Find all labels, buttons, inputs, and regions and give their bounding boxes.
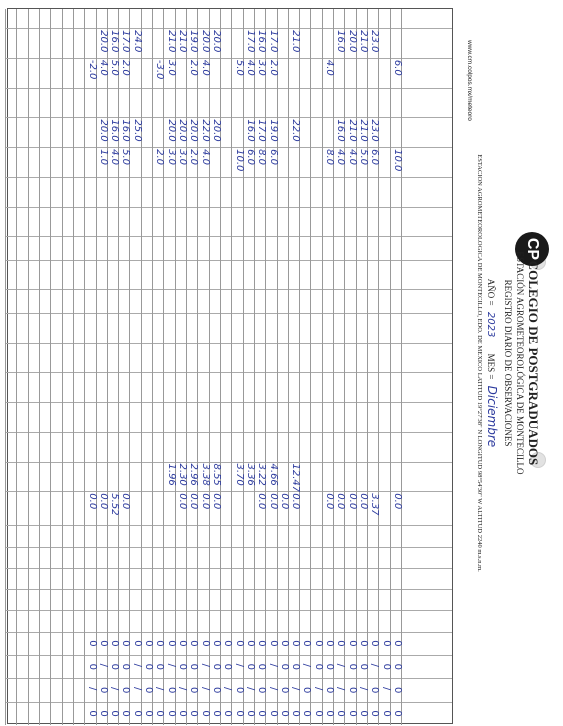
phenomenon-zero-mark: 0: [256, 686, 268, 694]
handwritten-abr-min: 1.0: [97, 149, 109, 165]
phenomenon-slash-mark: /: [358, 686, 370, 691]
phenomenon-zero-mark: 0: [244, 640, 256, 647]
location-line: ESTACION AGROMETEOROLOGICA DE MONTECILLO, EDO. DE MEXICO LATITUD 19°27'38" N LONGITUD 98°54'30" W ALTITUD 2240 m.s.n.m.: [476, 154, 483, 572]
grid-row-line: [254, 9, 255, 725]
phenomenon-zero-mark: 0: [143, 710, 155, 717]
phenomenon-zero-mark: 0: [278, 640, 290, 647]
phenomenon-zero-mark: 0: [165, 710, 177, 717]
handwritten-sol-min: 2.0: [267, 59, 279, 76]
handwritten-sol-max: 16.0: [335, 30, 347, 53]
handwritten-sol-max: 21.0: [358, 30, 370, 53]
grid-row-line: [288, 9, 289, 725]
phenomenon-zero-mark: 0: [233, 686, 245, 694]
phenomenon-zero-mark: 0: [233, 710, 245, 717]
handwritten-sol-min: 3.0: [165, 59, 177, 76]
handwritten-sol-min: 6.0: [392, 59, 403, 76]
phenomenon-zero-mark: 0: [346, 686, 358, 694]
phenomenon-zero-mark: 0: [301, 710, 313, 717]
handwritten-abr-max: 21.0: [346, 119, 358, 142]
grid-row-line: [333, 9, 334, 725]
handwritten-sol-min: 2.0: [188, 59, 200, 76]
phenomenon-zero-mark: 0: [199, 710, 211, 717]
handwritten-abr-max: 16.0: [244, 119, 256, 142]
phenomenon-zero-mark: 0: [278, 663, 290, 670]
phenomenon-zero-mark: 0: [290, 663, 302, 670]
phenomenon-zero-mark: 0: [210, 686, 222, 694]
handwritten-lluv: 3.37: [369, 493, 381, 516]
grid-row-line: [220, 9, 221, 725]
register-title: REGISTRO DIARIO DE OBSERVACIONES: [503, 279, 513, 447]
phenomenon-slash-mark: /: [335, 663, 347, 667]
phenomenon-zero-mark: 0: [188, 710, 200, 717]
station-title: ESTACIÓN AGROMETEOROLÓGICA DE MONTECILLO: [515, 251, 525, 475]
phenomenon-zero-mark: 0: [222, 663, 234, 670]
phenomenon-zero-mark: 0: [120, 710, 132, 717]
cp-logo: CP: [515, 232, 549, 266]
phenomenon-zero-mark: 0: [290, 710, 302, 717]
handwritten-sol-max: 21.0: [165, 30, 177, 53]
phenomenon-zero-mark: 0: [109, 640, 121, 647]
handwritten-sol-max: 21.0: [177, 30, 189, 53]
phenomenon-slash-mark: /: [267, 686, 279, 691]
phenomenon-zero-mark: 0: [131, 710, 143, 717]
handwritten-lluv: 0.0: [256, 493, 268, 510]
phenomenon-zero-mark: 0: [335, 640, 347, 647]
handwritten-abr-min: 6.0: [369, 149, 381, 165]
handwritten-abr-min: 10.0: [233, 149, 245, 172]
phenomenon-zero-mark: 0: [143, 663, 155, 670]
website: www.cm.colpos.mx/meteoro: [466, 40, 473, 121]
phenomenon-slash-mark: /: [131, 686, 143, 691]
year-label: AÑO =: [486, 278, 496, 306]
phenomenon-zero-mark: 0: [256, 640, 268, 647]
phenomenon-zero-mark: 0: [346, 710, 358, 717]
phenomenon-slash-mark: /: [244, 686, 256, 691]
handwritten-sol-max: 23.0: [369, 30, 381, 53]
handwritten-sol-min: -2.0: [86, 59, 98, 80]
grid-row-line: [197, 9, 198, 725]
handwritten-sol-max: 17.0: [120, 30, 132, 53]
phenomenon-zero-mark: 0: [97, 686, 109, 694]
phenomenon-zero-mark: 0: [392, 686, 403, 694]
handwritten-sol-max: 20.0: [346, 30, 358, 53]
handwritten-abr-min: 3.0: [165, 149, 177, 165]
phenomenon-zero-mark: 0: [256, 710, 268, 717]
handwritten-abr-min: 5.0: [120, 149, 132, 165]
phenomenon-zero-mark: 0: [97, 710, 109, 717]
grid-row-line: [152, 9, 153, 725]
handwritten-evap: 3.22: [256, 463, 268, 486]
phenomenon-zero-mark: 0: [380, 710, 392, 717]
grid-row-line: [265, 9, 266, 725]
phenomenon-zero-mark: 0: [324, 640, 336, 647]
phenomenon-zero-mark: 0: [165, 640, 177, 647]
handwritten-sol-max: 16.0: [256, 30, 268, 53]
phenomenon-zero-mark: 0: [222, 640, 234, 647]
year-line: [485, 0, 499, 726]
phenomenon-zero-mark: 0: [312, 710, 324, 717]
phenomenon-zero-mark: 0: [188, 663, 200, 670]
phenomenon-slash-mark: /: [109, 686, 121, 691]
grid-row-line: [311, 9, 312, 725]
phenomenon-slash-mark: /: [154, 686, 166, 691]
phenomenon-zero-mark: 0: [244, 710, 256, 717]
handwritten-abr-min: 8.0: [324, 149, 336, 165]
phenomenon-slash-mark: /: [380, 686, 392, 691]
handwritten-evap: 3.70: [233, 463, 245, 486]
year-value: 2023: [485, 311, 496, 338]
grid-row-line: [28, 9, 29, 725]
grid-row-line: [175, 9, 176, 725]
phenomenon-zero-mark: 0: [380, 640, 392, 647]
handwritten-abr-max: 20.0: [97, 119, 109, 142]
handwritten-lluv: 0.0: [392, 493, 403, 510]
handwritten-lluv: 0.0: [97, 493, 109, 510]
phenomenon-zero-mark: 0: [312, 663, 324, 670]
phenomenon-zero-mark: 0: [346, 640, 358, 647]
handwritten-sol-max: 20.0: [97, 30, 109, 53]
phenomenon-zero-mark: 0: [358, 640, 370, 647]
grid-row-line: [163, 9, 164, 725]
grid-row-line: [390, 9, 391, 725]
phenomenon-zero-mark: 0: [199, 640, 211, 647]
handwritten-sol-max: 24.0: [131, 30, 143, 53]
phenomenon-zero-mark: 0: [154, 663, 166, 670]
phenomenon-zero-mark: 0: [312, 640, 324, 647]
phenomenon-zero-mark: 0: [335, 710, 347, 717]
handwritten-abr-max: 16.0: [335, 119, 347, 142]
phenomenon-zero-mark: 0: [97, 640, 109, 647]
grid-row-line: [84, 9, 85, 725]
grid-row-line: [243, 9, 244, 725]
phenomenon-zero-mark: 0: [109, 663, 121, 670]
phenomenon-zero-mark: 0: [233, 640, 245, 647]
handwritten-sol-max: 19.0: [188, 30, 200, 53]
handwritten-abr-min: 4.0: [199, 149, 211, 165]
handwritten-abr-max: 17.0: [256, 119, 268, 142]
phenomenon-zero-mark: 0: [177, 640, 189, 647]
handwritten-sol-min: 4.0: [199, 59, 211, 76]
phenomenon-slash-mark: /: [267, 663, 279, 667]
handwritten-sol-min: -3.0: [154, 59, 166, 80]
grid-row-line: [186, 9, 187, 725]
grid-row-line: [277, 9, 278, 725]
phenomenon-zero-mark: 0: [120, 640, 132, 647]
handwritten-sol-min: 5.0: [233, 59, 245, 76]
handwritten-lluv: 0.0: [86, 493, 98, 510]
grid-row-line: [299, 9, 300, 725]
handwritten-evap: 12.47: [290, 463, 302, 493]
handwritten-abr-max: 22.0: [199, 119, 211, 142]
handwritten-lluv: 0.0: [324, 493, 336, 510]
grid-row-line: [96, 9, 97, 725]
grid-row-line: [107, 9, 108, 725]
handwritten-lluv: 0.0: [358, 493, 370, 510]
phenomenon-zero-mark: 0: [109, 710, 121, 717]
handwritten-lluv: 0.0: [177, 493, 189, 510]
phenomenon-zero-mark: 0: [210, 663, 222, 670]
phenomenon-zero-mark: 0: [369, 710, 381, 717]
handwritten-abr-max: 21.0: [358, 119, 370, 142]
phenomenon-zero-mark: 0: [165, 686, 177, 694]
phenomenon-zero-mark: 0: [177, 710, 189, 717]
phenomenon-zero-mark: 0: [86, 663, 98, 670]
phenomenon-slash-mark: /: [86, 686, 98, 691]
phenomenon-slash-mark: /: [177, 686, 189, 691]
phenomenon-slash-mark: /: [312, 686, 324, 691]
phenomenon-zero-mark: 0: [256, 663, 268, 670]
phenomenon-zero-mark: 0: [143, 640, 155, 647]
handwritten-lluv: 0.0: [199, 493, 211, 510]
handwritten-lluv: 0.0: [346, 493, 358, 510]
grid-row-line: [231, 9, 232, 725]
phenomenon-zero-mark: 0: [278, 686, 290, 694]
handwritten-lluv: 5.52: [109, 493, 121, 516]
handwritten-abr-min: 8.0: [256, 149, 268, 165]
handwritten-abr-min: 4.0: [109, 149, 121, 165]
phenomenon-slash-mark: /: [290, 686, 302, 691]
grid-row-line: [141, 9, 142, 725]
handwritten-abr-min: 4.0: [335, 149, 347, 165]
phenomenon-slash-mark: /: [301, 663, 313, 667]
handwritten-evap: 3.36: [244, 463, 256, 486]
phenomenon-zero-mark: 0: [369, 640, 381, 647]
phenomenon-zero-mark: 0: [86, 640, 98, 647]
handwritten-abr-max: 22.0: [290, 119, 302, 142]
phenomenon-slash-mark: /: [369, 663, 381, 667]
phenomenon-zero-mark: 0: [154, 710, 166, 717]
phenomenon-slash-mark: /: [199, 686, 211, 691]
grid-row-line: [322, 9, 323, 725]
handwritten-sol-min: 4.0: [97, 59, 109, 76]
phenomenon-zero-mark: 0: [358, 663, 370, 670]
month-value: Diciembre: [485, 385, 499, 448]
handwritten-abr-max: 16.0: [109, 119, 121, 142]
phenomenon-slash-mark: /: [335, 686, 347, 691]
phenomenon-zero-mark: 0: [267, 710, 279, 717]
handwritten-lluv: 0.0: [210, 493, 222, 510]
phenomenon-zero-mark: 0: [86, 710, 98, 717]
handwritten-abr-min: 2.0: [154, 149, 166, 165]
handwritten-abr-min: 6.0: [244, 149, 256, 165]
handwritten-sol-max: 17.0: [267, 30, 279, 53]
handwritten-sol-min: 5.0: [109, 59, 121, 76]
handwritten-abr-min: 2.0: [188, 149, 200, 165]
phenomenon-zero-mark: 0: [290, 640, 302, 647]
handwritten-abr-min: 10.0: [392, 149, 403, 172]
phenomenon-zero-mark: 0: [301, 640, 313, 647]
grid-row-line: [367, 9, 368, 725]
handwritten-abr-max: 20.0: [210, 119, 222, 142]
handwritten-abr-min: 5.0: [358, 149, 370, 165]
phenomenon-zero-mark: 0: [222, 710, 234, 717]
grid-row-line: [16, 9, 17, 725]
handwritten-sol-max: 17.0: [244, 30, 256, 53]
phenomenon-zero-mark: 0: [392, 710, 403, 717]
phenomenon-zero-mark: 0: [188, 686, 200, 694]
grid-row-line: [356, 9, 357, 725]
grid-row-line: [344, 9, 345, 725]
handwritten-abr-max: 25.0: [131, 119, 143, 142]
handwritten-evap: 2.96: [188, 463, 200, 486]
phenomenon-zero-mark: 0: [324, 710, 336, 717]
handwritten-abr-min: 6.0: [267, 149, 279, 165]
phenomenon-zero-mark: 0: [369, 686, 381, 694]
handwritten-abr-max: 16.0: [120, 119, 132, 142]
grid-row-line: [39, 9, 40, 725]
observation-grid: [7, 8, 453, 724]
grid-row-line: [50, 9, 51, 725]
handwritten-lluv: 0.0: [267, 493, 279, 510]
grid-row-line: [209, 9, 210, 725]
form-header: [453, 0, 563, 726]
phenomenon-zero-mark: 0: [324, 663, 336, 670]
phenomenon-zero-mark: 0: [210, 710, 222, 717]
phenomenon-zero-mark: 0: [120, 663, 132, 670]
phenomenon-zero-mark: 0: [210, 640, 222, 647]
handwritten-sol-max: 16.0: [109, 30, 121, 53]
phenomenon-slash-mark: /: [222, 686, 234, 691]
month-label: MES =: [486, 353, 496, 380]
phenomenon-slash-mark: /: [233, 663, 245, 667]
phenomenon-zero-mark: 0: [324, 686, 336, 694]
handwritten-sol-max: 20.0: [199, 30, 211, 53]
handwritten-sol-max: 21.0: [290, 30, 302, 53]
grid-row-line: [401, 9, 402, 725]
phenomenon-zero-mark: 0: [188, 640, 200, 647]
phenomenon-zero-mark: 0: [177, 663, 189, 670]
phenomenon-zero-mark: 0: [278, 710, 290, 717]
phenomenon-slash-mark: /: [131, 663, 143, 667]
handwritten-lluv: 0.0: [290, 493, 302, 510]
phenomenon-zero-mark: 0: [301, 686, 313, 694]
phenomenon-zero-mark: 0: [346, 663, 358, 670]
grid-row-line: [118, 9, 119, 725]
phenomenon-slash-mark: /: [199, 663, 211, 667]
handwritten-abr-max: 20.0: [188, 119, 200, 142]
grid-row-line: [378, 9, 379, 725]
org-title: COLEGIO DE POSTGRADUADOS: [526, 260, 541, 466]
handwritten-evap: 8.55: [210, 463, 222, 486]
handwritten-abr-min: 3.0: [177, 149, 189, 165]
phenomenon-slash-mark: /: [165, 663, 177, 667]
handwritten-evap: 4.66: [267, 463, 279, 486]
phenomenon-zero-mark: 0: [120, 686, 132, 694]
grid-row-line: [62, 9, 63, 725]
handwritten-sol-min: 4.0: [244, 59, 256, 76]
phenomenon-zero-mark: 0: [392, 663, 403, 670]
phenomenon-zero-mark: 0: [358, 710, 370, 717]
phenomenon-zero-mark: 0: [267, 640, 279, 647]
handwritten-abr-min: 4.0: [346, 149, 358, 165]
phenomenon-zero-mark: 0: [154, 640, 166, 647]
handwritten-evap: 3.38: [199, 463, 211, 486]
phenomenon-zero-mark: 0: [244, 663, 256, 670]
handwritten-sol-min: 4.0: [324, 59, 336, 76]
handwritten-lluv: 0.0: [120, 493, 132, 510]
handwritten-lluv: 0.0: [335, 493, 347, 510]
handwritten-sol-min: 2.0: [120, 59, 132, 76]
handwritten-abr-max: 23.0: [369, 119, 381, 142]
handwritten-sol-min: 3.0: [256, 59, 268, 76]
handwritten-sol-max: 20.0: [210, 30, 222, 53]
handwritten-abr-max: 20.0: [165, 119, 177, 142]
handwritten-abr-max: 20.0: [177, 119, 189, 142]
phenomenon-zero-mark: 0: [380, 663, 392, 670]
handwritten-lluv: 0.0: [188, 493, 200, 510]
grid-row-line: [73, 9, 74, 725]
phenomenon-zero-mark: 0: [143, 686, 155, 694]
grid-row-line: [5, 9, 6, 725]
grid-row-line: [129, 9, 130, 725]
handwritten-lluv: 0.0: [278, 493, 290, 510]
handwritten-abr-max: 19.0: [267, 119, 279, 142]
phenomenon-zero-mark: 0: [392, 640, 403, 647]
phenomenon-slash-mark: /: [97, 663, 109, 667]
handwritten-evap: 2.30: [177, 463, 189, 486]
handwritten-evap: 1.96: [165, 463, 177, 486]
phenomenon-zero-mark: 0: [131, 640, 143, 647]
